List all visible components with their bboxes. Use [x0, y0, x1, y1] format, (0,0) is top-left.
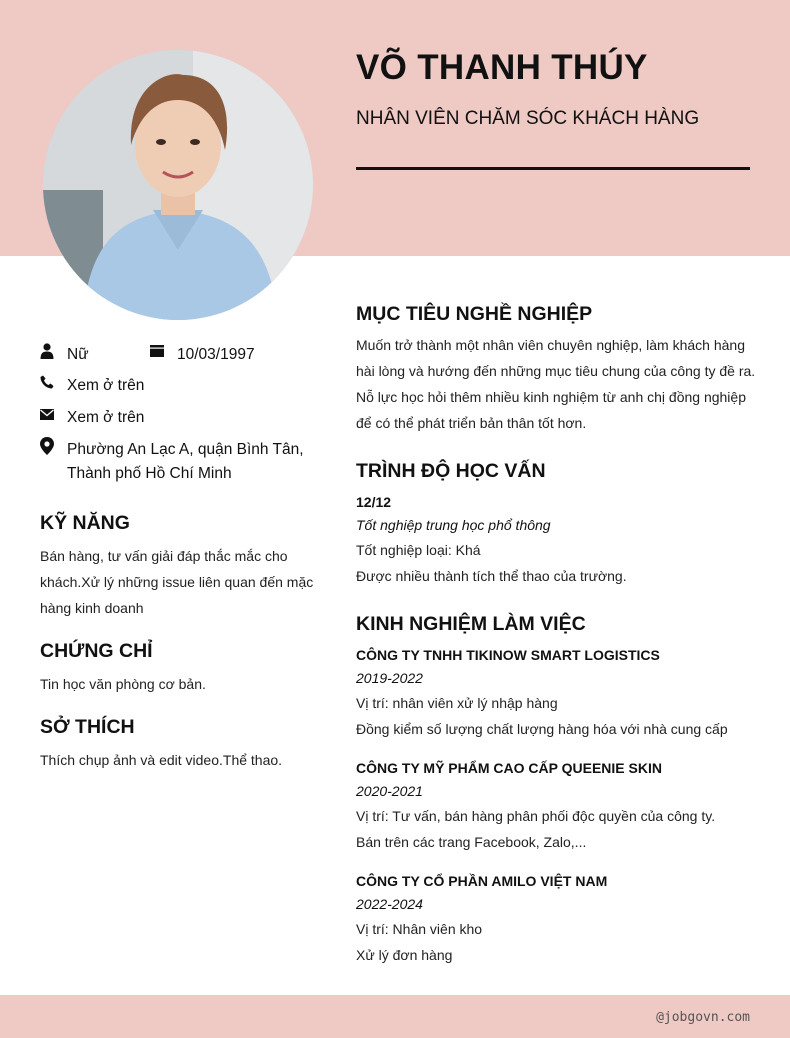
hobbies-text: Thích chụp ảnh và edit video.Thể thao.	[40, 752, 283, 768]
objective-heading: MỤC TIÊU NGHỀ NGHIỆP	[356, 303, 593, 325]
job-line: Vị trí: nhân viên xử lý nhập hàng	[356, 695, 558, 711]
header-divider	[356, 167, 750, 170]
location-icon	[40, 438, 54, 454]
birthdate-row	[150, 343, 255, 367]
candidate-title: NHÂN VIÊN CHĂM SÓC KHÁCH HÀNG	[356, 108, 700, 129]
gender-row	[40, 343, 89, 367]
job-line: Vị trí: Nhân viên kho	[356, 921, 483, 937]
hobbies-heading: SỞ THÍCH	[40, 716, 135, 738]
objective-line: để có thể phát triển bản thân tốt hơn.	[356, 415, 587, 431]
person-icon	[40, 343, 54, 359]
skills-text	[40, 543, 330, 621]
objective-line: Nỗ lực học hỏi thêm nhiều kinh nghiệm từ anh chị đồng nghiệp	[356, 389, 746, 405]
footer-watermark: @jobgovn.com	[656, 1010, 750, 1025]
experience-heading: KINH NGHIỆM LÀM VIỆC	[356, 613, 586, 635]
candidate-name: VÕ THANH THÚY	[356, 48, 648, 87]
email-row	[40, 406, 144, 430]
objective-line: hài lòng và hướng đến những mục tiêu chung của công ty đề ra.	[356, 363, 756, 379]
education-line: Được nhiều thành tích thể thao của trường.	[356, 568, 627, 584]
email-icon	[40, 406, 54, 422]
job-period: 2022-2024	[356, 896, 423, 912]
job-company: CÔNG TY CỔ PHẦN AMILO VIỆT NAM	[356, 873, 608, 889]
objective-text	[356, 332, 756, 436]
address-row	[40, 438, 304, 486]
education-line: Tốt nghiệp loại: Khá	[356, 542, 481, 558]
objective-line: Muốn trở thành một nhân viên chuyên nghiệp, làm khách hàng	[356, 337, 745, 353]
profile-photo	[43, 50, 313, 320]
skills-heading: KỸ NĂNG	[40, 512, 130, 534]
address-line-2: Thành phố Hồ Chí Minh	[67, 465, 232, 482]
address-line-1: Phường An Lạc A, quận Bình Tân,	[67, 441, 304, 458]
skills-line: hàng kinh doanh	[40, 600, 144, 616]
gender-value: Nữ	[67, 346, 89, 363]
job-line: Bán trên các trang Facebook, Zalo,...	[356, 834, 587, 850]
education-heading: TRÌNH ĐỘ HỌC VẤN	[356, 460, 546, 482]
birthdate-value: 10/03/1997	[177, 346, 255, 363]
job-period: 2020-2021	[356, 783, 423, 799]
job-company: CÔNG TY MỸ PHẨM CAO CẤP QUEENIE SKIN	[356, 760, 662, 776]
job-company: CÔNG TY TNHH TIKINOW SMART LOGISTICS	[356, 647, 660, 663]
skills-line: khách.Xử lý những issue liên quan đến mặc	[40, 574, 314, 590]
phone-value: Xem ở trên	[67, 377, 145, 394]
certificates-heading: CHỨNG CHỈ	[40, 640, 153, 662]
job-line: Đồng kiểm số lượng chất lượng hàng hóa với nhà cung cấp	[356, 721, 728, 737]
skills-line: Bán hàng, tư vấn giải đáp thắc mắc cho	[40, 548, 288, 564]
phone-row	[40, 374, 144, 398]
calendar-icon	[150, 343, 164, 359]
job-line: Xử lý đơn hàng	[356, 947, 453, 963]
job-period: 2019-2022	[356, 670, 423, 686]
education-degree: Tốt nghiệp trung học phổ thông	[356, 517, 551, 533]
certificates-text: Tin học văn phòng cơ bản.	[40, 676, 206, 692]
education-level: 12/12	[356, 494, 392, 510]
job-line: Vị trí: Tư vấn, bán hàng phân phối độc quyền của công ty.	[356, 808, 716, 824]
email-value: Xem ở trên	[67, 409, 145, 426]
phone-icon	[40, 374, 54, 390]
